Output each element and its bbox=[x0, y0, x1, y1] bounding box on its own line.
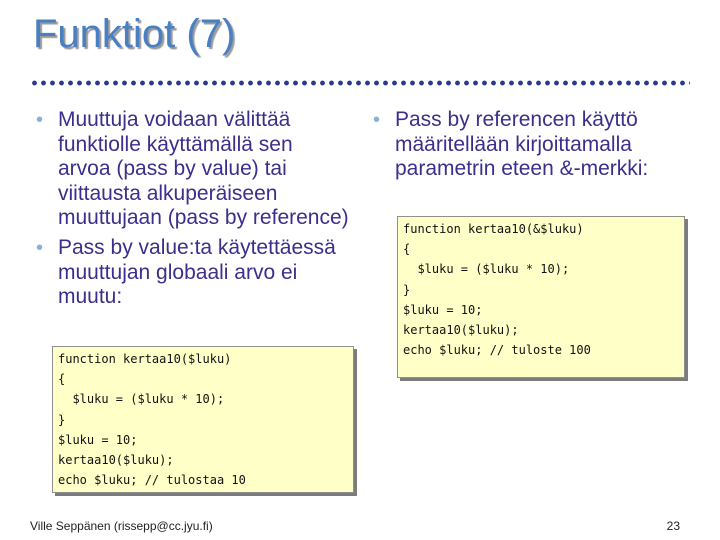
bullet-text: Muuttuja voidaan välittää funktiolle käyttämällä sen arvoa (pass by value) tai viittausta alkuperäiseen muuttujaan (pass by reference) bbox=[58, 108, 349, 229]
bullet-mark: • bbox=[36, 109, 44, 131]
bullet-text: Pass by referencen käyttö määritellään kirjoittamalla parametrin eteen &-merkki: bbox=[395, 108, 649, 180]
bullet-text: Pass by value:ta käytettäessä muuttujan globaali arvo ei muutu: bbox=[58, 236, 336, 308]
bullet-mark: • bbox=[373, 109, 381, 131]
slide-title: Funktiot (7) bbox=[33, 12, 236, 56]
bullet-pass-by-value-usage bbox=[36, 236, 336, 310]
code-box-pass-by-reference: function kertaa10(&$luku) { $luku = ($luku * 10); } $luku = 10; kertaa10($luku); echo $luku; // tuloste 100 bbox=[397, 216, 685, 378]
footer-author: Ville Seppänen (rissepp@cc.jyu.fi) bbox=[30, 519, 213, 533]
title-divider bbox=[30, 80, 690, 86]
bullet-mark: • bbox=[36, 237, 44, 259]
footer-page-number: 23 bbox=[666, 519, 680, 533]
code-box-pass-by-value: function kertaa10($luku) { $luku = ($luku * 10); } $luku = 10; kertaa10($luku); echo $luku; // tulostaa 10 bbox=[52, 346, 354, 493]
bullet-pass-by-value-intro bbox=[36, 108, 349, 231]
bullet-pass-by-reference bbox=[373, 108, 649, 182]
